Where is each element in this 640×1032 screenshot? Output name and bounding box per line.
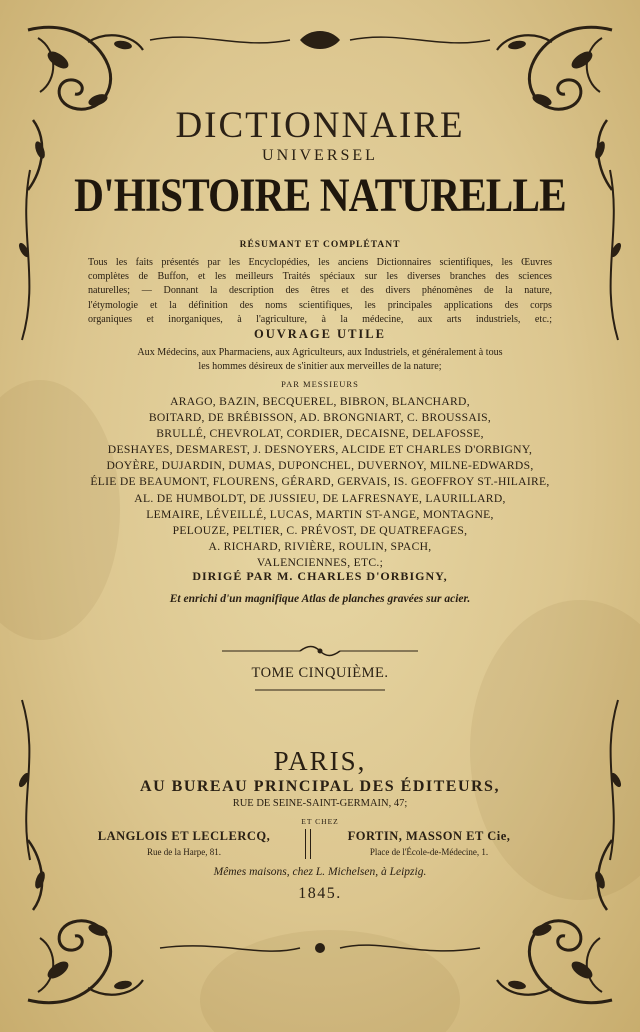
- par-messieurs: PAR MESSIEURS: [281, 379, 359, 389]
- divider-top: [222, 647, 418, 656]
- description-line: naturelles; — Donnant la description des êtres et des divers phénomènes de la nature,: [88, 285, 552, 297]
- description-line: complètes de Buffon, et les meilleurs Traités spéciaux sur les diverses branches des sciences: [88, 271, 552, 283]
- authors-line: A. RICHARD, RIVIÈRE, ROULIN, SPACH,: [208, 539, 432, 553]
- ouvrage-utile: OUVRAGE UTILE: [254, 327, 386, 341]
- description-paragraph: [88, 256, 552, 327]
- description-line: organiques et inorganiques, à l'agriculture, à la médecine, aux arts industriels, etc.;: [88, 313, 552, 325]
- authors-line: VALENCIENNES, ETC.;: [256, 555, 384, 569]
- publisher-separator: [305, 829, 311, 859]
- authors-list: [0, 394, 640, 571]
- description-line: Tous les faits présentés par les Encyclopédies, les anciens Dictionnaires scientifiques, les Œuvres: [88, 257, 552, 268]
- imprint-street: RUE DE SEINE-SAINT-GERMAIN, 47;: [232, 798, 408, 809]
- authors-line: PELOUZE, PELTIER, C. PRÉVOST, DE QUATREFAGES,: [172, 523, 468, 537]
- publisher-right-name: FORTIN, MASSON ET Cie,: [347, 829, 511, 843]
- authors-line: DOYÈRE, DUJARDIN, DUMAS, DUPONCHEL, DUVERNOY, MILNE-EDWARDS,: [106, 459, 534, 473]
- imprint-et-chez: ET CHEZ: [301, 817, 339, 826]
- publisher-left-address: Rue de la Harpe, 81.: [147, 847, 221, 857]
- corner-ornament-bottom-right: [497, 840, 612, 1003]
- enriched-atlas: Et enrichi d'un magnifique Atlas de planches gravées sur acier.: [169, 593, 471, 605]
- title-dictionnaire: DICTIONNAIRE: [175, 105, 465, 146]
- description-line: l'étymologie et la définition des noms scientifiques, les principales applications des corps: [88, 299, 552, 311]
- authors-line: BRULLÉ, CHEVROLAT, CORDIER, DECAISNE, DELAFOSSE,: [156, 427, 484, 441]
- imprint-city: PARIS,: [273, 746, 367, 776]
- title-histoire-naturelle: D'HISTOIRE NATURELLE: [74, 169, 566, 222]
- authors-line: AL. DE HUMBOLDT, DE JUSSIEU, DE LAFRESNAYE, LAURILLARD,: [134, 491, 506, 505]
- publisher-right: [334, 829, 524, 857]
- authors-line: BOITARD, DE BRÉBISSON, AD. BRONGNIART, C. BROUSSAIS,: [148, 411, 492, 425]
- directed-by: DIRIGÉ PAR M. CHARLES D'ORBIGNY,: [192, 569, 448, 583]
- corner-ornament-bottom-left: [28, 840, 143, 1003]
- authors-line: DESHAYES, DESMAREST, J. DESNOYERS, ALCIDE ET CHARLES D'ORBIGNY,: [107, 443, 533, 457]
- title-universel: UNIVERSEL: [262, 147, 378, 164]
- publisher-left: [96, 829, 272, 857]
- publisher-left-name: LANGLOIS ET LECLERCQ,: [97, 829, 271, 843]
- volume-label: TOME CINQUIÈME.: [251, 665, 389, 681]
- authors-line: LEMAIRE, LÉVEILLÉ, LUCAS, MARTIN ST-ANGE, MONTAGNE,: [146, 507, 494, 521]
- authors-line: ARAGO, BAZIN, BECQUEREL, BIBRON, BLANCHARD,: [170, 395, 470, 408]
- audience-paragraph: [0, 346, 640, 374]
- subtitle: RÉSUMANT ET COMPLÉTANT: [239, 240, 401, 250]
- publisher-right-address: Place de l'École-de-Médecine, 1.: [369, 847, 489, 857]
- authors-line: ÉLIE DE BEAUMONT, FLOURENS, GÉRARD, GERVAIS, IS. GEOFFROY ST.-HILAIRE,: [90, 475, 550, 489]
- imprint-bureau: AU BUREAU PRINCIPAL DES ÉDITEURS,: [140, 778, 500, 795]
- audience-line: Aux Médecins, aux Pharmaciens, aux Agriculteurs, aux Industriels, et généralement à tous: [137, 347, 503, 358]
- imprint-year: 1845.: [298, 885, 342, 902]
- imprint-leipzig: Mêmes maisons, chez L. Michelsen, à Leipzig.: [213, 866, 427, 878]
- audience-line: les hommes désireux de s'initier aux merveilles de la nature;: [198, 361, 442, 373]
